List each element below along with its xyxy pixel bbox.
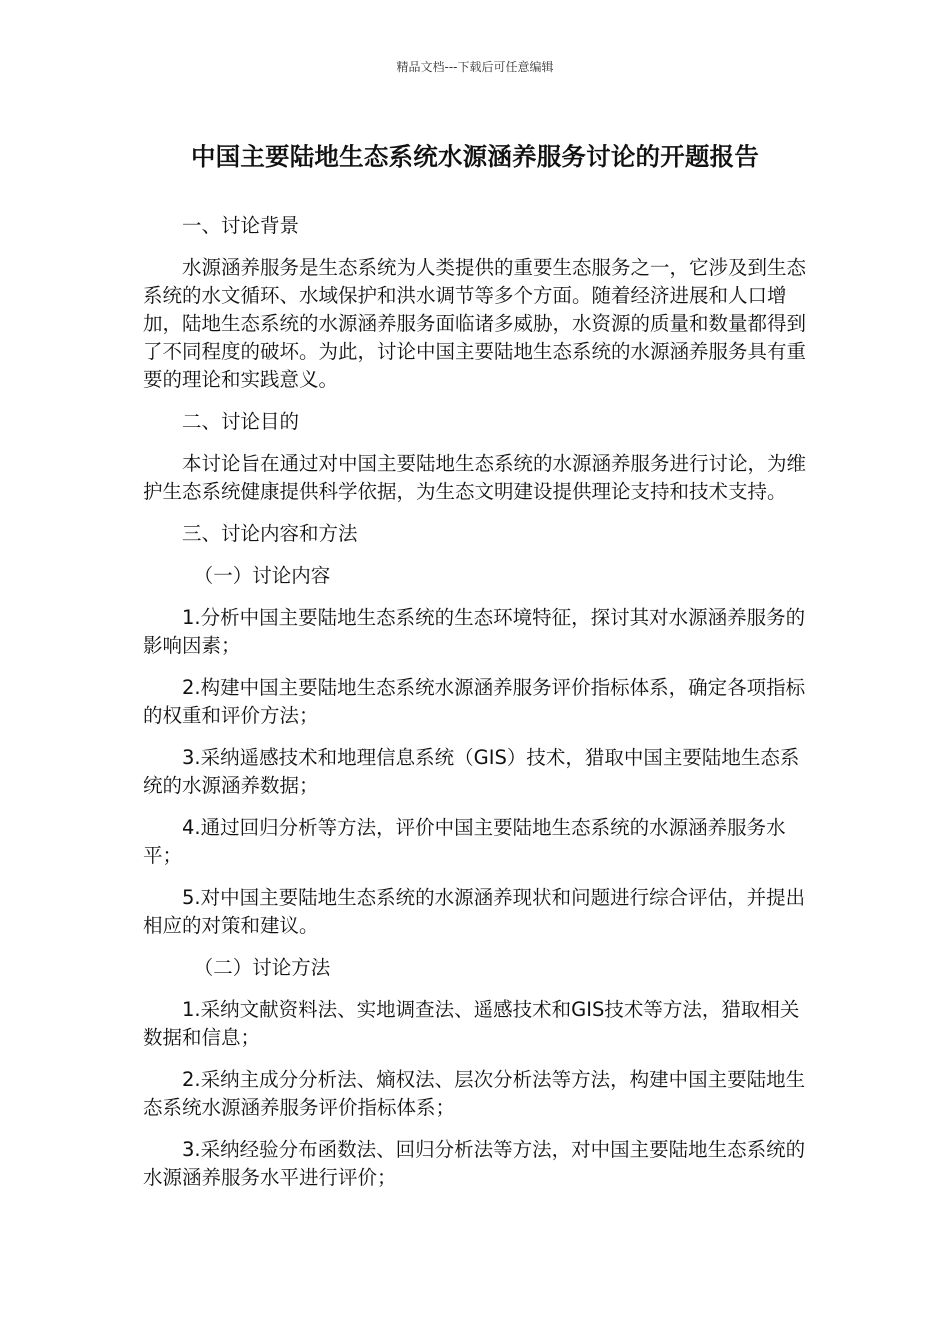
paragraph-background: 水源涵养服务是生态系统为人类提供的重要生态服务之一，它涉及到生态系统的水文循环、水域保护和洪水调节等多个方面。随着经济进展和人口增加，陆地生态系统的水源涵养服务面临诸多威胁，水资源的质量和数量都得到了不同程度的破坏。为此，讨论中国主要陆地生态系统的水源涵养服务具有重要的理论和实践意义。: [143, 256, 807, 391]
subheading-methods: （二）讨论方法: [193, 956, 331, 979]
header-note: 精品文档---下载后可任意编辑: [396, 60, 554, 74]
list-item-method-1: 1.采纳文献资料法、实地调查法、遥感技术和GIS技术等方法，猎取相关数据和信息；: [143, 998, 800, 1049]
list-item-content-4: 4.通过回归分析等方法，评价中国主要陆地生态系统的水源涵养服务水平；: [143, 816, 786, 867]
document-body: [143, 212, 807, 1206]
list-item-content-5: 5.对中国主要陆地生态系统的水源涵养现状和问题进行综合评估，并提出相应的对策和建议。: [143, 886, 806, 937]
section-heading-purpose: 二、讨论目的: [182, 410, 300, 433]
list-item-method-2: 2.采纳主成分分析法、熵权法、层次分析法等方法，构建中国主要陆地生态系统水源涵养服务评价指标体系；: [143, 1068, 806, 1119]
list-item-content-3: 3.采纳遥感技术和地理信息系统（GIS）技术，猎取中国主要陆地生态系统的水源涵养数据；: [143, 746, 800, 797]
subheading-content: （一）讨论内容: [193, 564, 331, 587]
paragraph-purpose: 本讨论旨在通过对中国主要陆地生态系统的水源涵养服务进行讨论，为维护生态系统健康提供科学依据，为生态文明建设提供理论支持和技术支持。: [143, 452, 807, 503]
list-item-method-3: 3.采纳经验分布函数法、回归分析法等方法，对中国主要陆地生态系统的水源涵养服务水平进行评价；: [143, 1138, 806, 1189]
document-title: 中国主要陆地生态系统水源涵养服务讨论的开题报告: [190, 142, 760, 171]
list-item-content-1: 1.分析中国主要陆地生态系统的生态环境特征，探讨其对水源涵养服务的影响因素；: [143, 606, 806, 657]
list-item-content-2: 2.构建中国主要陆地生态系统水源涵养服务评价指标体系，确定各项指标的权重和评价方法；: [143, 676, 806, 727]
section-heading-content-methods: 三、讨论内容和方法: [182, 522, 358, 545]
section-heading-background: 一、讨论背景: [182, 214, 300, 237]
